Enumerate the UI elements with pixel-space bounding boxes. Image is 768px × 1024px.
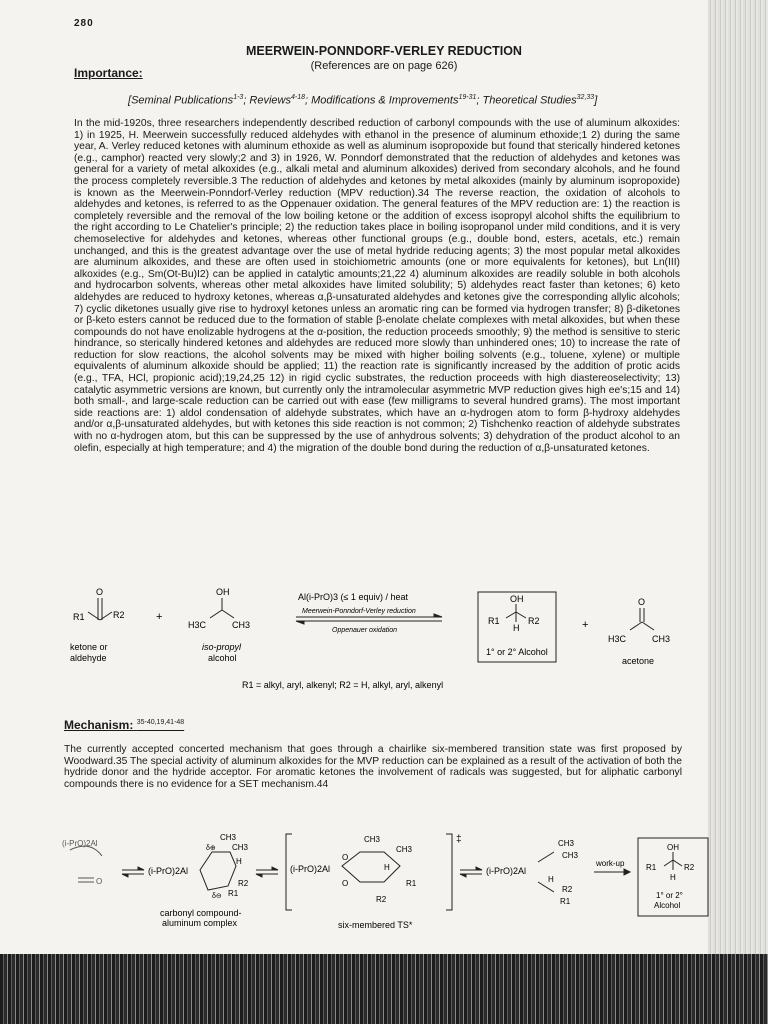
ts-o-bottom: O — [342, 879, 349, 888]
product-r2: R2 — [562, 885, 573, 894]
equilibrium-arrow — [296, 614, 442, 624]
product-h: H — [548, 875, 554, 884]
ts-h: H — [384, 863, 390, 872]
acetone-o: O — [638, 597, 646, 607]
mechanism-paragraph: The currently accepted concerted mechanism that goes through a chairlike six-membered transition state was first proposed by Woodward.35 The special activity of aluminum alkoxides for the MVP reduction can be explained as a result of the activation of both the hydride donor and the hydride acceptor. For aromatic ketones the involvement of radicals was suggested, but for aliphatic carbonyl compounds there is no evidence for a SET mechanism.44 — [64, 744, 682, 790]
forward-name: Meerwein-Ponndorf-Verley reduction — [302, 608, 416, 615]
ketone-label: ketone or — [70, 642, 108, 652]
ts-o-top: O — [342, 853, 349, 862]
left-al: (i-PrO)2Al — [62, 839, 98, 848]
ketone-structure — [88, 598, 112, 620]
acetone-ch3: CH3 — [652, 634, 671, 644]
scanner-border — [0, 954, 768, 1024]
page-number: 280 — [74, 18, 94, 29]
delta-plus: δ⊕ — [206, 845, 216, 852]
complex-ring — [200, 852, 236, 890]
ts-label: six-membered TS* — [338, 920, 413, 930]
alcohol-label: 1° or 2° Alcohol — [486, 647, 548, 657]
ts-r2: R2 — [376, 895, 387, 904]
seminal-references: [Seminal Publications$^{1-3}$; Reviews$^{4-18}$; Modifications & Improvements$^{19-31}$; Theoretical Studies$^{32,33}$] — [128, 94, 598, 107]
reaction-scheme — [70, 584, 690, 694]
complex-label-2: aluminum complex — [162, 918, 238, 928]
product-ch3-b: CH3 — [562, 851, 579, 860]
alcohol-h: H — [513, 623, 520, 633]
product-fragment — [538, 852, 554, 892]
ts-r1: R1 — [406, 879, 417, 888]
complex-al: (i-PrO)2Al — [148, 866, 188, 876]
equilibrium-arrow-2 — [256, 867, 278, 877]
product-box-label: 1° or 2° — [656, 891, 683, 900]
equilibrium-arrow-3 — [460, 867, 482, 877]
complex-r1: R1 — [228, 889, 239, 898]
ts-ch3-a: CH3 — [364, 835, 381, 844]
ipa-ch3: CH3 — [232, 620, 251, 630]
left-o: O — [96, 877, 103, 886]
workup-label: work-up — [596, 859, 625, 868]
importance-paragraph: In the mid-1920s, three researchers independently described reduction of carbonyl compounds with the use of aluminum alkoxides: 1) in 1925, H. Meerwein successfully reduced aldehydes with ethanol in the presence of aluminum ethoxide;1 2) during the same year, A. Verley reduced ketones with aluminum ethoxide as well as aluminum isopropoxide but found that sterically hindered ketones (e.g., camphor) reacted very slowly;2 and 3) in 1926, W. Ponndorf demonstrated that the reduction of aldehydes and ketones was general for a variety of metal alkoxides (e.g., alkali metal and aluminum alkoxides) derived from secondary alcohols, and he found the process completely reversible.3 The reduction of aldehydes and ketones by metal alkoxides (mainly by aluminum isopropoxide) is known as the Meerwein-Ponndorf-Verley reduction (MPV reduction).34 The reverse reaction, the oxidation of alcohols to aldehydes and ketones, is referred to as the Oppenauer oxidation. The general features of the MPV reduction are: 1) the reaction is completely reversible and the removal of the low boiling ketone or the addition of excess isopropyl alcohol shifts the equilibrium to the right according to Le Chatelier's principle; 2) the reduction takes place in boiling isopropanol under mild conditions, and it is very chemoselective for aldehydes and ketones, whereas other functional groups (e.g., double bond, esters, acetals, etc.) remain unchanged, and this is the greatest advantage over the use of metal hydride reducing agents; 3) the most popular metal alkoxides are aluminum alkoxides, and these are often used in stoichiometric amounts (one or more equivalents for ketones), but Ln(III) alkoxides (e.g., Sm(Ot-Bu)I2) can be applied in catalytic amounts;21,22 4) aluminum alkoxides are readily soluble in both alcohols and hydrocarbon solvents, whereas other metal alkoxides have limited solubility; 5) aldehydes react faster than ketones; 6) keto aldehydes are reduced to hydroxy ketones, whereas α,β-unsaturated aldehydes and ketones give the corresponding allylic alcohols; 7) cyclic diketones usually give rise to hydroxyl ketones unless an aromatic ring can be formed via hydrogen transfer; 8) β-diketones or β-keto esters cannot be reduced due to the formation of stable β-enolate chelate complexes with metal alkoxides, but when these compounds do not have enolizable hydrogens at the α-position, the reduction proceeds smoothly; 9) the method is sensitive to steric hindrance, so sterically hindered ketones and aldehydes are reduced more slowly than unhindered ones; 10) to increase the rate of reduction for slow reactions, the alcohol solvents may be mixed with higher boiling solvents (e.g., toluene, xylene) or multiple equivalents of aluminum alkoxide should be applied; 11) the reaction rate is significantly increased by the addition of protic acids (e.g., TFA, HCl, propionic acid);19,24,25 12) in rigid cyclic substrates, the reduction proceeds with high diastereoselectivity; 13) catalytic asymmetric versions are known, but currently only the intramolecular asymmetric MVP reduction gives high ee's;15 and 14) both small-, and large-scale reduction can be carried out with ease (few milligrams to several hundred grams). The most important side reactions are: 1) aldol condensation of aldehyde substrates, which have an α-hydrogen atom to form β-hydroxy aldehydes and/or α,β-unsaturated aldehydes, but with ketones this side reaction is not common; 2) Tishchenko reaction of aldehyde substrates with no α-hydrogen atom, but this can be suppressed by the use of anhydrous solvents; 3) dehydration of the product alcohol to an olefin, especially at high temperature; and 4) the migration of the double bond during the reduction of α,β-unsaturated ketones. — [74, 118, 680, 454]
complex-ch3-a: CH3 — [220, 833, 237, 842]
workup-arrow — [594, 869, 630, 875]
ketone-label-2: aldehyde — [70, 653, 107, 663]
alcohol-r2: R2 — [528, 616, 540, 626]
reverse-name: Oppenauer oxidation — [332, 627, 397, 634]
mechanism-heading: Mechanism: $^{35-40,19,41-48}$ — [64, 718, 185, 732]
complex-ch3-b: CH3 — [232, 843, 249, 852]
ipa-label-2: alcohol — [208, 653, 237, 663]
r-group-definitions: R1 = alkyl, aryl, alkenyl; R2 = H, alkyl, aryl, alkenyl — [242, 680, 444, 690]
ipa-oh: OH — [216, 587, 230, 597]
plus-sign-2: + — [582, 619, 589, 631]
acetone-label: acetone — [622, 656, 655, 666]
ts-dagger: ‡ — [456, 834, 462, 845]
product-oh: OH — [667, 843, 679, 852]
complex-r2: R2 — [238, 879, 249, 888]
product-box-r2: R2 — [684, 863, 695, 872]
complex-label: carbonyl compound- — [160, 908, 242, 918]
ts-ch3-b: CH3 — [396, 845, 413, 854]
ipa-structure — [210, 598, 234, 618]
plus-sign-1: + — [156, 611, 163, 623]
equilibrium-arrow-1 — [122, 867, 144, 877]
reagent-label: Al(i-PrO)3 (≤ 1 equiv) / heat — [298, 592, 408, 602]
product-r1: R1 — [560, 897, 571, 906]
delta-minus: δ⊖ — [212, 893, 222, 900]
alcohol-r1: R1 — [488, 616, 500, 626]
complex-h: H — [236, 857, 242, 866]
acetone-structure — [630, 608, 654, 630]
alcohol-oh: OH — [510, 594, 524, 604]
page-subtitle: (References are on page 626) — [310, 60, 458, 72]
ipa-label: iso-propyl — [202, 642, 242, 652]
mechanism-scheme — [60, 830, 720, 940]
ipa-h3c: H3C — [188, 620, 207, 630]
product-box-h: H — [670, 873, 676, 882]
ketone-o: O — [96, 587, 104, 597]
importance-heading: Importance: — [74, 66, 143, 80]
ketone-r1: R1 — [73, 612, 85, 622]
product-al: (i-PrO)2Al — [486, 866, 526, 876]
acetone-h3c: H3C — [608, 634, 627, 644]
product-box-r1: R1 — [646, 863, 657, 872]
ketone-r2: R2 — [113, 610, 125, 620]
page-title: MEERWEIN-PONNDORF-VERLEY REDUCTION — [246, 44, 522, 58]
product-box-label-2: Alcohol — [654, 901, 681, 910]
product-ch3-a: CH3 — [558, 839, 575, 848]
ts-al: (i-PrO)2Al — [290, 864, 330, 874]
